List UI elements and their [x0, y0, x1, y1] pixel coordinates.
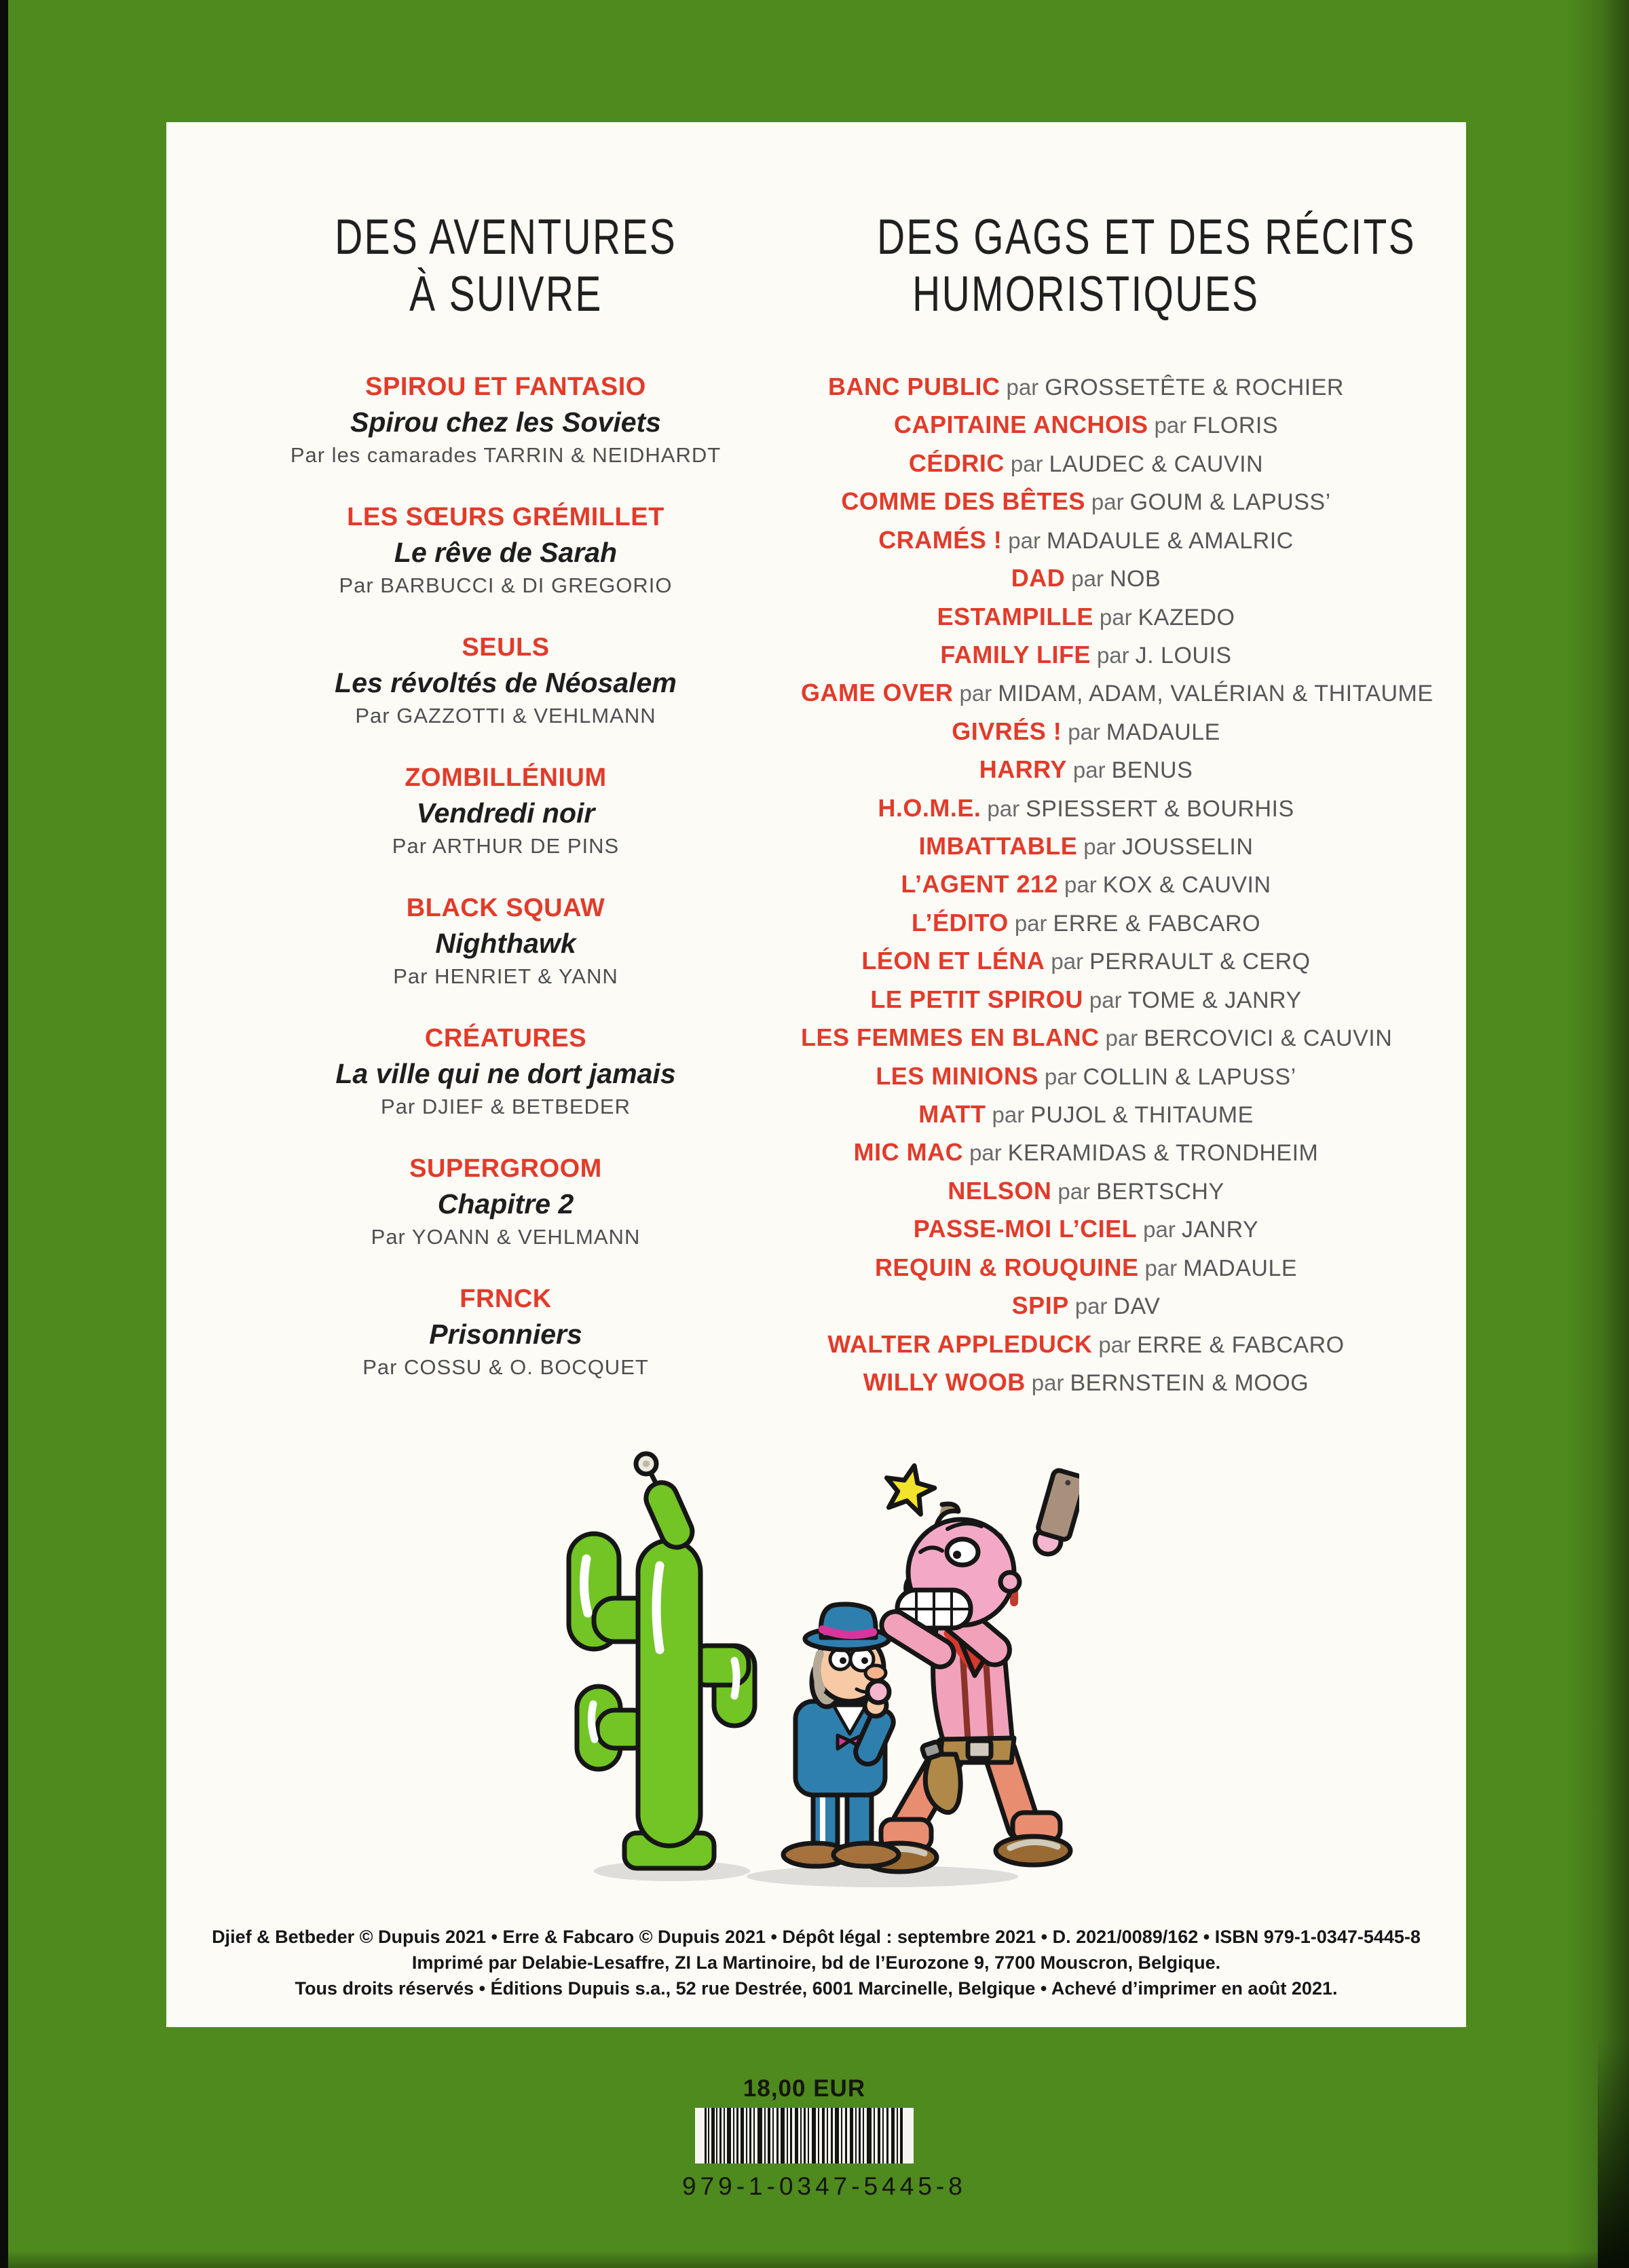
gag-authors: NOB: [1110, 566, 1161, 592]
gag-authors: MADAULE & AMALRIC: [1046, 527, 1294, 554]
par-label: par: [1098, 1331, 1131, 1357]
series-title: SUPERGROOM: [409, 1154, 602, 1183]
gag-entry: [801, 1211, 1371, 1253]
gag-entry: [801, 1287, 1371, 1329]
par-label: par: [987, 795, 1020, 821]
series-subtitle: Le rêve de Sarah: [394, 537, 618, 568]
left-header-line1: DES AVENTURES: [334, 210, 677, 265]
gag-authors: MADAULE: [1106, 719, 1220, 745]
par-label: par: [1144, 1255, 1178, 1281]
par-label: par: [959, 681, 992, 706]
bottom-edge-shadow: [0, 2250, 1629, 2268]
gag-authors: LAUDEC & CAUVIN: [1049, 451, 1264, 477]
gag-authors: J. LOUIS: [1135, 642, 1232, 668]
gag-authors: TOME & JANRY: [1127, 987, 1302, 1013]
par-label: par: [1014, 910, 1047, 936]
gag-entry: [801, 599, 1371, 641]
gag-entry: [801, 751, 1371, 793]
gag-entry: [801, 368, 1371, 411]
cactus: [569, 1454, 755, 1868]
gag-title: L’ÉDITO: [911, 908, 1009, 937]
gag-authors: ERRE & FABCARO: [1053, 910, 1261, 937]
gag-entry: [801, 522, 1371, 564]
gag-title: LÉON ET LÉNA: [861, 947, 1045, 975]
par-label: par: [1068, 719, 1100, 744]
gag-authors: JANRY: [1181, 1217, 1259, 1243]
mascots-illustration: [557, 1401, 1079, 1890]
par-label: par: [1074, 1293, 1108, 1319]
gag-authors: SPIESSERT & BOURHIS: [1026, 795, 1294, 822]
page-edge-shadow: [1568, 0, 1629, 2268]
gag-title: CAPITAINE ANCHOIS: [893, 411, 1148, 439]
gag-authors: BERTSCHY: [1096, 1178, 1224, 1205]
par-label: par: [1008, 527, 1041, 553]
par-label: par: [1010, 451, 1043, 476]
series-subtitle: Les révoltés de Néosalem: [335, 667, 677, 698]
gag-entry: [801, 943, 1371, 985]
spine-edge: [0, 0, 8, 2268]
gag-authors: GOUM & LAPUSS’: [1129, 489, 1331, 516]
gag-authors: KAZEDO: [1138, 604, 1235, 630]
gag-entry: [801, 1173, 1371, 1215]
series-subtitle: Chapitre 2: [437, 1188, 574, 1220]
gag-entry: [801, 866, 1371, 908]
par-label: par: [1091, 489, 1124, 515]
par-label: par: [1089, 987, 1122, 1013]
gag-title: CÉDRIC: [908, 449, 1005, 477]
gag-authors: ERRE & FABCARO: [1137, 1331, 1345, 1358]
right-header-line2: HUMORISTIQUES: [912, 267, 1260, 322]
series-entry: [234, 1152, 777, 1252]
isbn-label: 979-1-0347-5445-8: [682, 2172, 967, 2200]
par-label: par: [1105, 1025, 1138, 1051]
gag-title: WILLY WOOB: [863, 1367, 1026, 1396]
gag-title: DAD: [1011, 564, 1066, 592]
gag-entry: [801, 981, 1371, 1023]
gag-authors: FLORIS: [1193, 413, 1279, 439]
series-title: ZOMBILLÉNIUM: [405, 763, 607, 792]
gag-title: CRAMÉS !: [878, 525, 1003, 554]
left-header-line2: À SUIVRE: [409, 267, 603, 322]
gag-title: NELSON: [948, 1176, 1052, 1205]
gag-entry: [801, 407, 1371, 449]
barcode: [695, 2108, 914, 2163]
gag-title: BANC PUBLIC: [828, 373, 1000, 400]
series-subtitle: Vendredi noir: [416, 797, 595, 829]
par-label: par: [1083, 834, 1116, 860]
series-authors: Par les camarades TARRIN & NEIDHARDT: [290, 443, 722, 467]
series-authors: Par COSSU & O. BOCQUET: [362, 1355, 649, 1379]
par-label: par: [1051, 949, 1084, 975]
gag-authors: DAV: [1113, 1293, 1161, 1320]
gag-entry: [801, 790, 1371, 832]
gag-entry: [801, 713, 1371, 755]
gag-authors: BERNSTEIN & MOOG: [1070, 1369, 1309, 1396]
gags-list: [801, 122, 1434, 1412]
gag-entry: [801, 1058, 1371, 1100]
gag-title: LE PETIT SPIROU: [870, 985, 1083, 1013]
gag-entry: [801, 483, 1371, 525]
series-subtitle: Nighthawk: [435, 928, 576, 959]
gag-entry: [801, 1019, 1393, 1061]
series-authors: Par YOANN & VEHLMANN: [371, 1225, 641, 1249]
gag-authors: PERRAULT & CERQ: [1089, 949, 1311, 975]
series-title: SPIROU ET FANTASIO: [365, 373, 646, 401]
gag-title: FAMILY LIFE: [940, 640, 1091, 668]
gag-entry: [801, 828, 1371, 870]
gag-title: REQUIN & ROUQUINE: [874, 1253, 1139, 1281]
par-label: par: [1143, 1217, 1176, 1243]
series-authors: Par ARTHUR DE PINS: [392, 834, 620, 858]
series-title: LES SŒURS GRÉMILLET: [347, 503, 664, 531]
series-title: SEULS: [462, 633, 550, 662]
gag-title: PASSE-MOI L’CIEL: [913, 1215, 1138, 1243]
series-entry: [234, 630, 777, 731]
series-authors: Par DJIEF & BETBEDER: [381, 1095, 631, 1118]
legal-line: Tous droits réservés • Éditions Dupuis s.a., 52 rue Destrée, 6001 Marcinelle, Belgique • Achevé d’imprimer en août 2021.: [295, 1978, 1338, 1999]
right-header-line1: DES GAGS ET DES RÉCITS: [876, 210, 1416, 265]
series-title: FRNCK: [460, 1285, 552, 1313]
par-label: par: [1096, 642, 1129, 668]
gag-entry: [801, 1364, 1371, 1406]
barcode-zone: [682, 2074, 967, 2201]
gag-authors: KOX & CAUVIN: [1102, 872, 1271, 899]
gag-authors: BERCOVICI & CAUVIN: [1144, 1025, 1393, 1052]
par-label: par: [1064, 872, 1097, 898]
par-label: par: [1044, 1063, 1077, 1089]
gag-title: ESTAMPILLE: [937, 602, 1093, 630]
gag-title: LES MINIONS: [876, 1061, 1038, 1090]
series-entry: [234, 500, 777, 601]
gag-authors: COLLIN & LAPUSS’: [1083, 1063, 1296, 1090]
gag-entry: [801, 905, 1371, 947]
series-subtitle: Spirou chez les Soviets: [350, 407, 661, 438]
series-authors: Par HENRIET & YANN: [393, 964, 618, 988]
series-entry: [234, 761, 777, 861]
par-label: par: [1031, 1369, 1064, 1395]
series-authors: Par BARBUCCI & DI GREGORIO: [339, 573, 673, 597]
par-label: par: [1072, 757, 1106, 783]
gag-authors: MIDAM, ADAM, VALÉRIAN & THITAUME: [998, 681, 1434, 707]
gag-title: SPIP: [1011, 1291, 1069, 1320]
par-label: par: [1071, 566, 1104, 592]
legal-block: [166, 1924, 1466, 2001]
series-title: BLACK SQUAW: [406, 894, 605, 922]
par-label: par: [1057, 1178, 1091, 1204]
gag-authors: GROSSETÊTE & ROCHIER: [1045, 375, 1344, 400]
series-entry: [234, 1021, 777, 1122]
gag-entry: [801, 637, 1371, 679]
gag-authors: BENUS: [1111, 757, 1193, 784]
cowboy: [862, 1460, 1079, 1872]
gag-authors: MADAULE: [1183, 1255, 1298, 1281]
par-label: par: [1154, 413, 1187, 438]
gag-title: L’AGENT 212: [901, 870, 1059, 899]
gag-authors: JOUSSELIN: [1121, 834, 1254, 861]
legal-line: Djief & Betbeder © Dupuis 2021 • Erre & Fabcaro © Dupuis 2021 • Dépôt légal : septembre 2021 • D. 2021/0089/162 • ISBN 979-1-0347-5445-8: [212, 1927, 1421, 1947]
gag-title: HARRY: [979, 755, 1067, 784]
gag-entry: [801, 560, 1371, 602]
price-label: 18,00 EUR: [743, 2075, 866, 2102]
series-entry: [234, 370, 777, 470]
par-label: par: [969, 1140, 1002, 1166]
gag-entry: [801, 445, 1371, 487]
star-icon: [881, 1460, 939, 1515]
series-entry: [234, 891, 777, 991]
gag-authors: PUJOL & THITAUME: [1030, 1101, 1254, 1128]
series-list: [234, 122, 777, 1412]
series-subtitle: La ville qui ne dort jamais: [335, 1058, 676, 1089]
par-label: par: [1006, 375, 1039, 400]
legal-line: Imprimé par Delabie-Lesaffre, ZI La Martinoire, bd de l’Eurozone 9, 7700 Mouscron, Belgique.: [411, 1952, 1221, 1973]
gag-entry: [801, 1249, 1371, 1291]
series-title: CRÉATURES: [424, 1024, 587, 1053]
gag-entry: [801, 1096, 1371, 1138]
series-subtitle: Prisonniers: [429, 1319, 582, 1350]
content-panel: [166, 122, 1466, 2027]
gag-entry: [801, 1134, 1371, 1176]
gag-title: GAME OVER: [801, 679, 954, 707]
gag-title: GIVRÉS !: [952, 717, 1062, 745]
par-label: par: [1099, 604, 1132, 630]
gag-title: IMBATTABLE: [918, 832, 1078, 861]
gag-entry: [801, 675, 1434, 717]
gag-entry: [801, 1326, 1371, 1368]
gag-title: COMME DES BÊTES: [841, 487, 1085, 516]
series-authors: Par GAZZOTTI & VEHLMANN: [355, 704, 656, 727]
gag-title: WALTER APPLEDUCK: [827, 1329, 1093, 1358]
par-label: par: [992, 1101, 1025, 1127]
gag-authors: KERAMIDAS & TRONDHEIM: [1007, 1140, 1319, 1167]
series-entry: [234, 1282, 777, 1382]
gag-title: MATT: [918, 1099, 986, 1128]
gag-title: H.O.M.E.: [878, 793, 981, 822]
corner-shadow: [1598, 2037, 1629, 2268]
gag-title: LES FEMMES EN BLANC: [801, 1023, 1100, 1052]
gag-title: MIC MAC: [853, 1138, 964, 1167]
